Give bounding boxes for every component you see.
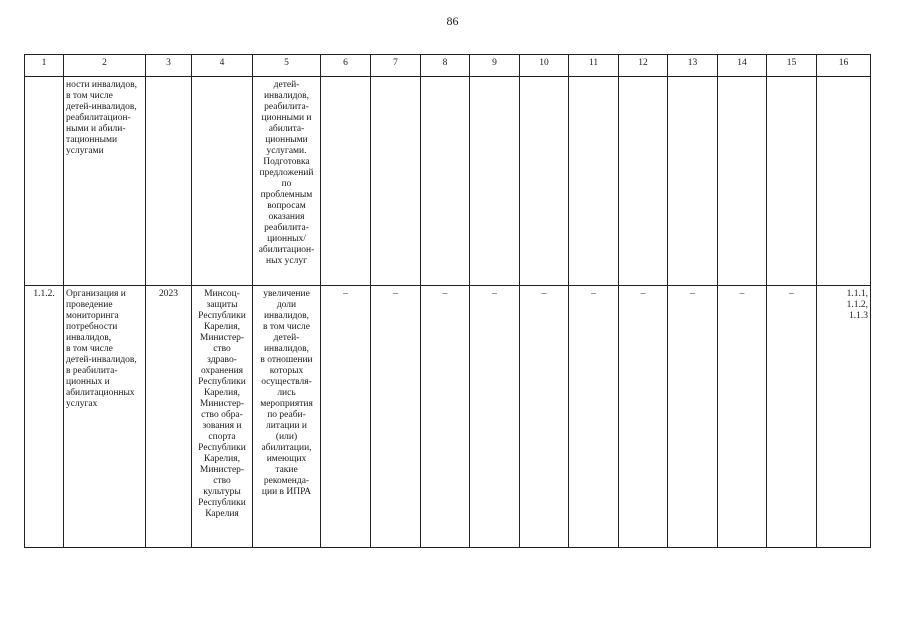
cell-value: – — [520, 286, 569, 548]
column-header: 3 — [146, 55, 192, 77]
column-header: 8 — [421, 55, 470, 77]
cell-number: 1.1.2. — [25, 286, 64, 548]
column-header: 15 — [767, 55, 817, 77]
cell-activity: Организация и проведение мониторинга потребности инвалидов, в том числе детей-инвалидов, в реабилита- ционных и абилитационных услугах — [64, 286, 146, 548]
cell-value: – — [421, 286, 470, 548]
column-number-row — [25, 55, 871, 77]
cell-value: – — [718, 286, 767, 548]
cell-result: увеличение доли инвалидов, в том числе детей- инвалидов, в отношении которых осуществля- лись мероприятия по реаби- литации и (или) абилитации, имеющих такие рекоменда- ции в ИПРА — [253, 286, 321, 548]
cell-executor — [192, 77, 253, 286]
column-header: 2 — [64, 55, 146, 77]
cell-value — [421, 77, 470, 286]
cell-value — [718, 77, 767, 286]
cell-value — [569, 77, 619, 286]
column-header: 6 — [321, 55, 371, 77]
table-row — [25, 77, 871, 286]
program-table — [24, 54, 871, 548]
column-header: 11 — [569, 55, 619, 77]
cell-reference: 1.1.1, 1.1.2, 1.1.3 — [817, 286, 871, 548]
table-row — [25, 286, 871, 548]
column-header: 4 — [192, 55, 253, 77]
cell-number — [25, 77, 64, 286]
column-header: 7 — [371, 55, 421, 77]
cell-result: детей- инвалидов, реабилита- ционными и абилита- ционными услугами. Подготовка предложений по проблемным вопросам оказания реабилита- ционных/ абилитацион- ных услуг — [253, 77, 321, 286]
cell-value — [767, 77, 817, 286]
cell-value — [371, 77, 421, 286]
cell-value: – — [321, 286, 371, 548]
cell-reference — [817, 77, 871, 286]
cell-value — [470, 77, 520, 286]
column-header: 5 — [253, 55, 321, 77]
cell-value — [668, 77, 718, 286]
cell-value: – — [569, 286, 619, 548]
cell-value — [520, 77, 569, 286]
cell-value — [321, 77, 371, 286]
cell-year — [146, 77, 192, 286]
cell-value: – — [668, 286, 718, 548]
cell-value: – — [619, 286, 668, 548]
cell-activity: ности инвалидов, в том числе детей-инвалидов, реабилитацион- ными и абили- тационными услугами — [64, 77, 146, 286]
column-header: 12 — [619, 55, 668, 77]
cell-executor: Минсоц- защиты Республики Карелия, Министер- ство здраво- охранения Республики Карелия, Министер- ство обра- зования и спорта Республики Карелия, Министер- ство культуры Республики Карелия — [192, 286, 253, 548]
cell-year: 2023 — [146, 286, 192, 548]
column-header: 9 — [470, 55, 520, 77]
column-header: 16 — [817, 55, 871, 77]
cell-value: – — [371, 286, 421, 548]
column-header: 10 — [520, 55, 569, 77]
cell-value: – — [470, 286, 520, 548]
column-header: 14 — [718, 55, 767, 77]
column-header: 13 — [668, 55, 718, 77]
cell-value: – — [767, 286, 817, 548]
column-header: 1 — [25, 55, 64, 77]
cell-value — [619, 77, 668, 286]
page-number: 86 — [446, 14, 459, 28]
